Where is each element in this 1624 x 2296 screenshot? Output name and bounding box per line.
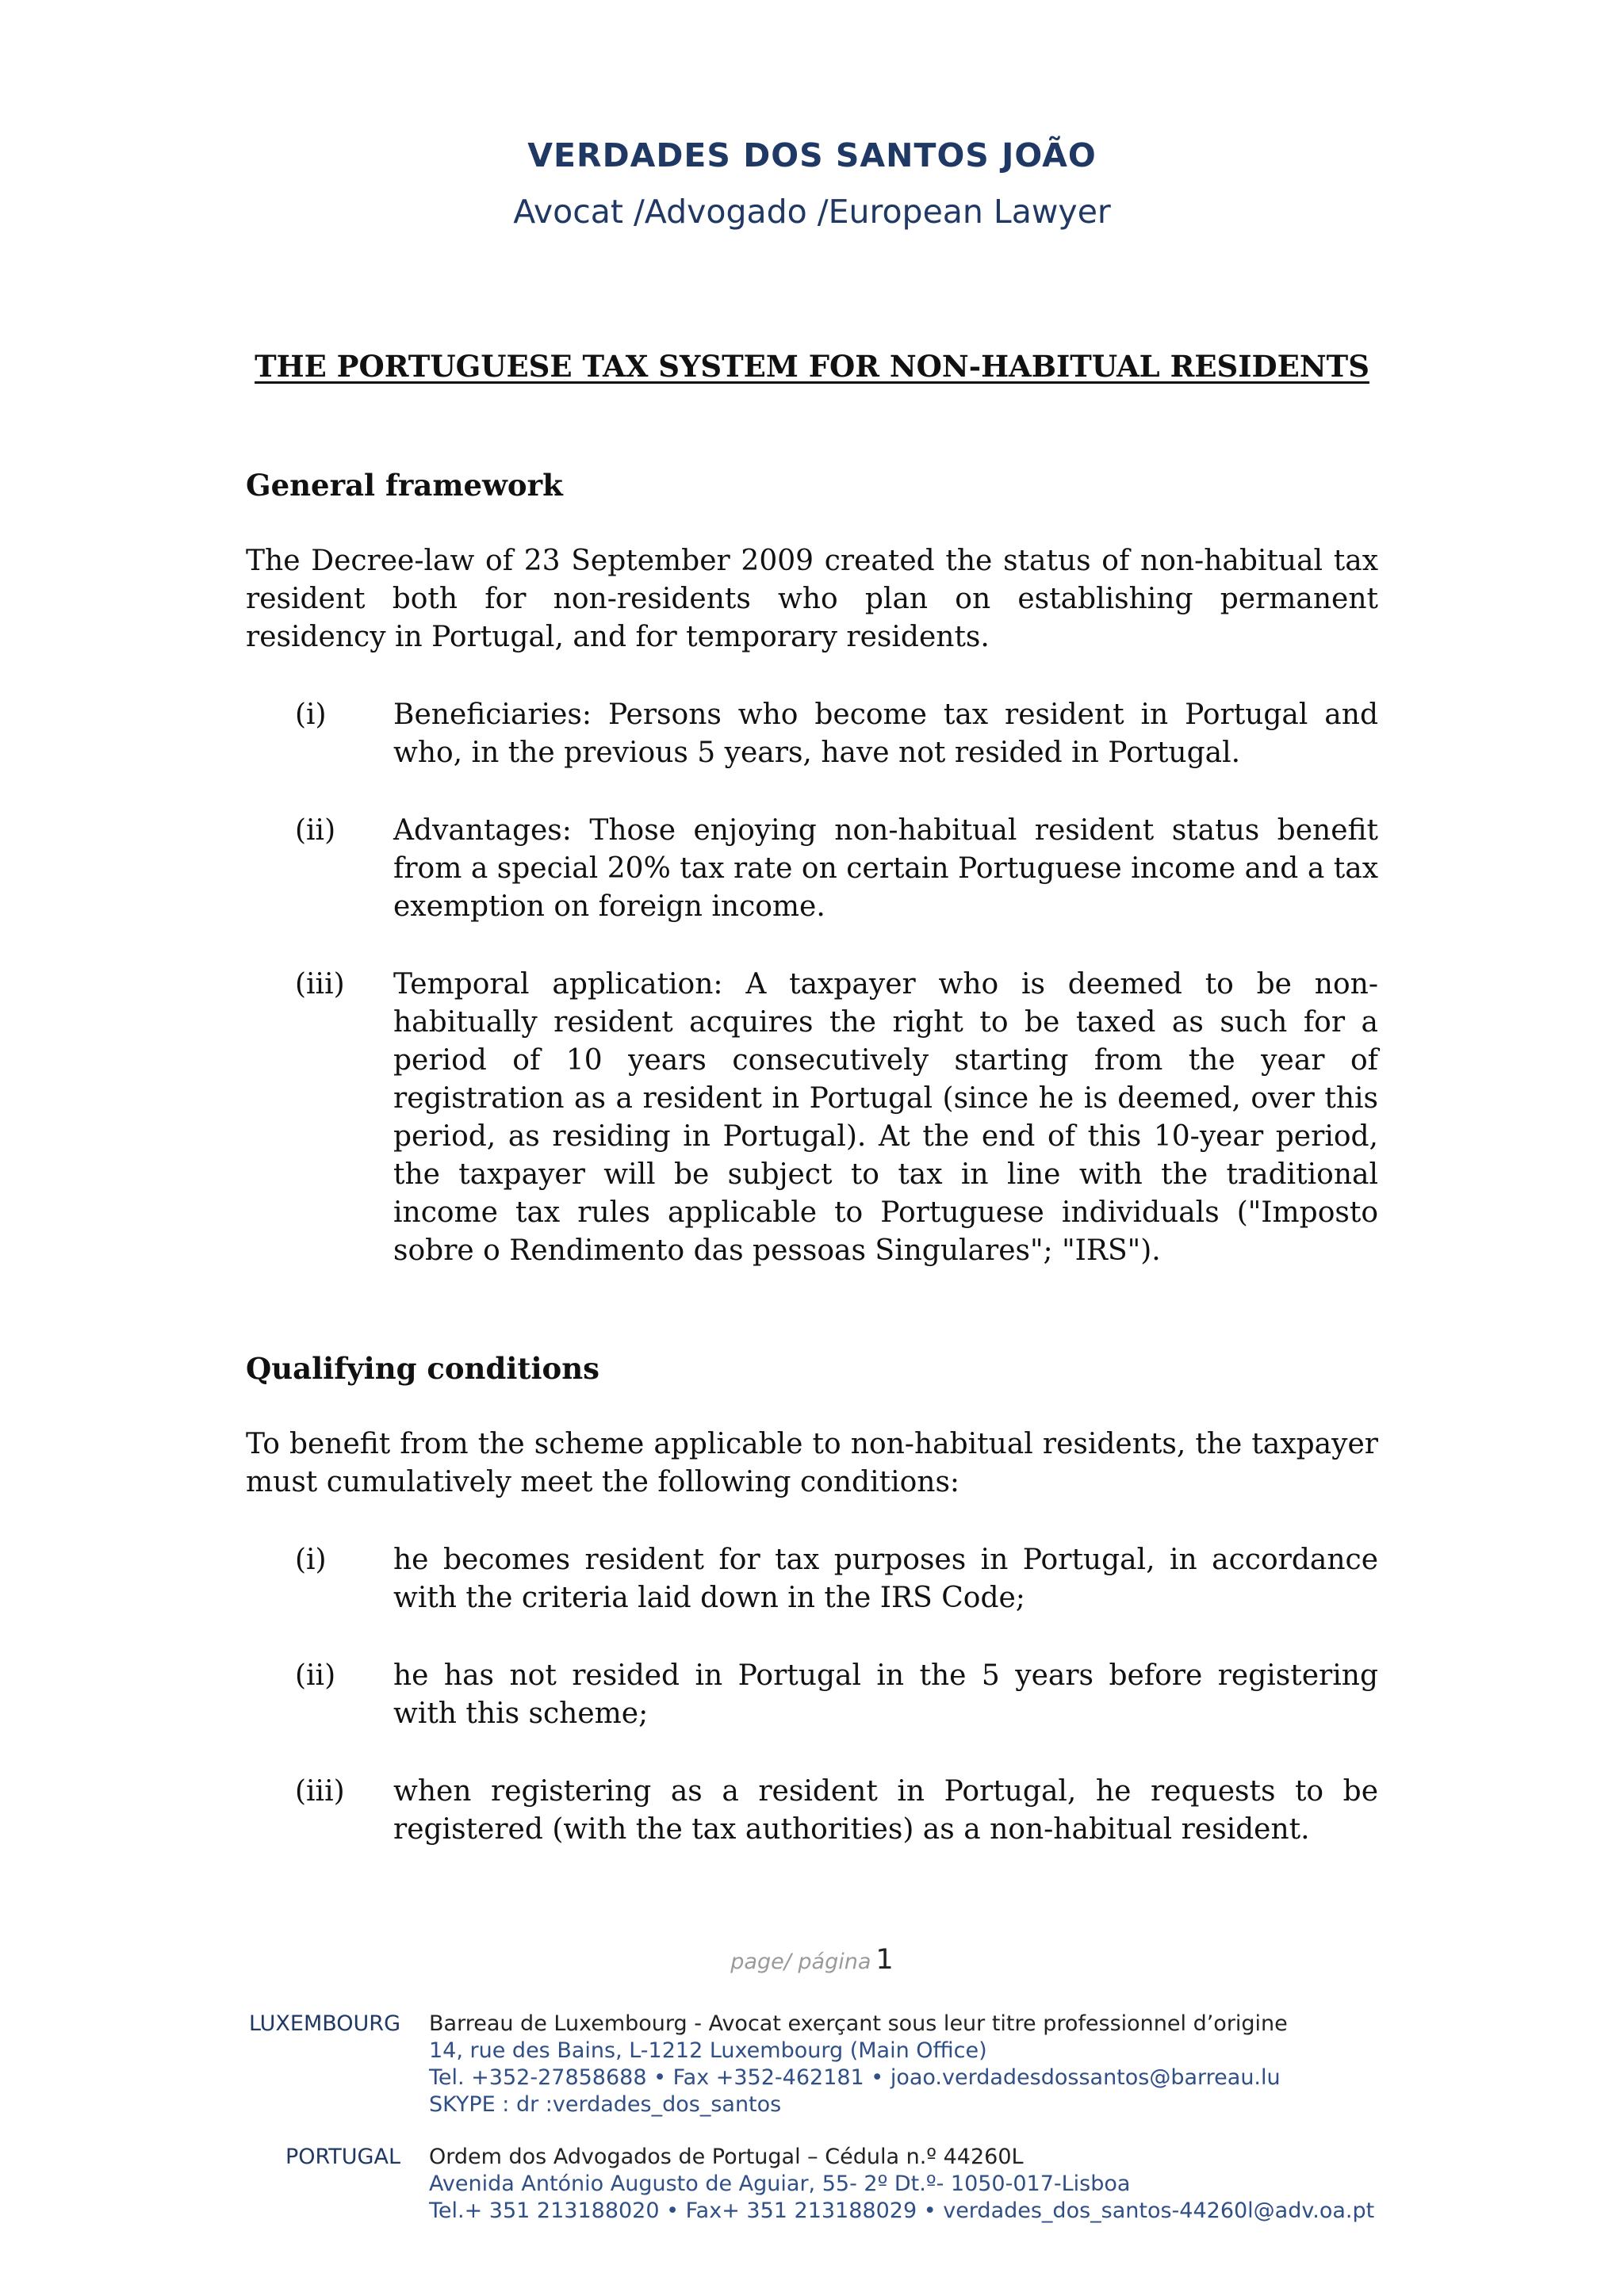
list-item: [246, 696, 1378, 772]
list-item-text: Advantages: Those enjoying non-habitual resident status benefit from a special 20% tax rate on certain Portuguese income and a tax exemption on foreign income.: [393, 814, 1378, 923]
list-item-number: (i): [295, 1544, 327, 1576]
section-qualifying-conditions: [246, 1349, 1378, 1387]
firm-subtitle: Avocat /Advogado /European Lawyer: [513, 193, 1111, 231]
list-item: [246, 1773, 1378, 1849]
section-heading: Qualifying conditions: [246, 1351, 599, 1386]
footer-contact-line: Tel. +352-27858688 • Fax +352-462181 • joao.verdadesdossantos@barreau.lu: [429, 2065, 1281, 2090]
list-item-text: Beneficiaries: Persons who become tax resident in Portugal and who, in the previous 5 years, have not resided in Portugal.: [393, 698, 1378, 769]
document-title: THE PORTUGUESE TAX SYSTEM FOR NON-HABITUAL RESIDENTS: [255, 349, 1369, 384]
list-item-text: Temporal application: A taxpayer who is deemed to be non-habitually resident acquires the right to be taxed as such for a period of 10 years consecutively starting from the year of registration as a resident in Portugal (since he is deemed, over this period, as residing in Portugal). At the end of this 10-year period, the taxpayer will be subject to tax in line with the traditional income tax rules applicable to Portuguese individuals ("Imposto sobre o Rendimento das pessoas Singulares"; "IRS").: [393, 968, 1378, 1267]
section-heading: General framework: [246, 468, 563, 503]
page-number: [0, 1944, 1624, 1976]
list-item-number: (iii): [295, 968, 345, 1001]
footer-bar-line: Ordem dos Advogados de Portugal – Cédula n.º 44260L: [429, 2145, 1024, 2169]
footer-country-label: PORTUGAL: [285, 2145, 400, 2169]
intro-paragraph: The Decree-law of 23 September 2009 created the status of non-habitual tax resident both for non-residents who plan on establishing permanent residency in Portugal, and for temporary residents.: [246, 545, 1378, 653]
list-item: [246, 1541, 1378, 1617]
section-general-framework: [246, 466, 1378, 504]
list-item-number: (i): [295, 698, 327, 731]
footer-address: [429, 2011, 1288, 2118]
list-item-number: (ii): [295, 814, 336, 847]
list-item-number: (iii): [295, 1775, 345, 1808]
list-item: [246, 966, 1378, 1270]
intro-paragraph: To benefit from the scheme applicable to non-habitual residents, the taxpayer must cumulatively meet the following conditions:: [246, 1428, 1378, 1498]
footer-country-label: LUXEMBOURG: [248, 2011, 400, 2036]
footer-address-line: Avenida António Augusto de Aguiar, 55- 2º Dt.º- 1050-017-Lisboa: [429, 2172, 1131, 2196]
footer-address: [429, 2144, 1374, 2225]
firm-name: VERDADES DOS SANTOS JOÃO: [527, 136, 1097, 174]
page-number-value: 1: [875, 1944, 894, 1976]
footer-address-line: 14, rue des Bains, L-1212 Luxembourg (Main Office): [429, 2038, 987, 2063]
page-label: page/ página: [730, 1950, 871, 1974]
list-item: [246, 1657, 1378, 1733]
list-item: [246, 812, 1378, 926]
footer-skype-line: SKYPE : dr :verdades_dos_santos: [429, 2092, 782, 2117]
footer-contact-line: Tel.+ 351 213188020 • Fax+ 351 213188029 • verdades_dos_santos-44260l@adv.oa.pt: [429, 2198, 1375, 2223]
list-item-number: (ii): [295, 1659, 336, 1692]
list-item-text: when registering as a resident in Portugal, he requests to be registered (with the tax authorities) as a non-habitual resident.: [393, 1775, 1378, 1846]
list-item-text: he becomes resident for tax purposes in Portugal, in accordance with the criteria laid down in the IRS Code;: [393, 1544, 1378, 1614]
letterhead: [0, 133, 1624, 235]
footer-bar-line: Barreau de Luxembourg - Avocat exerçant sous leur titre professionnel d’origine: [429, 2011, 1288, 2036]
list-item-text: he has not resided in Portugal in the 5 years before registering with this scheme;: [393, 1659, 1378, 1730]
